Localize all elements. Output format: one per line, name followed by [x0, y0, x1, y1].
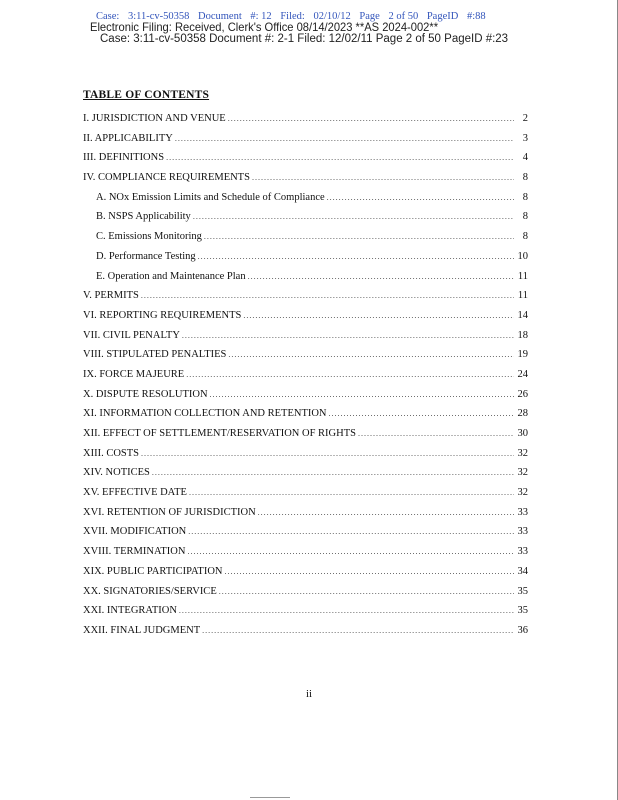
- toc-entry: [83, 152, 528, 172]
- toc-leader-dots: [189, 488, 514, 497]
- page-number: ii: [305, 688, 313, 700]
- toc-entry-label: VI. REPORTING REQUIREMENTS: [83, 309, 242, 321]
- toc-entry: [83, 349, 528, 369]
- toc-leader-dots: [228, 114, 514, 123]
- toc-entry-page: 35: [517, 585, 528, 597]
- toc-leader-dots: [175, 134, 514, 143]
- toc-entry-label: A. NOx Emission Limits and Schedule of Compliance: [96, 191, 325, 203]
- toc-entry: [83, 192, 528, 212]
- toc-leader-dots: [188, 527, 514, 536]
- toc-entry-label: II. APPLICABILITY: [83, 132, 173, 144]
- toc-entry-label: IV. COMPLIANCE REQUIREMENTS: [83, 172, 250, 184]
- toc-entry-page: 33: [517, 526, 528, 538]
- toc-entry-label: VII. CIVIL PENALTY: [83, 329, 180, 341]
- toc-entry-label: XVII. MODIFICATION: [83, 526, 187, 538]
- toc-entry: [83, 369, 528, 389]
- toc-entry: [83, 251, 528, 271]
- toc-entry: [83, 586, 528, 606]
- stamp-page-count: 2 of 50: [388, 11, 419, 22]
- toc-entry-page: 3: [522, 132, 528, 144]
- toc-leader-dots: [252, 173, 514, 182]
- toc-entry-page: 32: [517, 467, 528, 479]
- stamp-filed-date: 02/10/12: [313, 11, 351, 22]
- toc-entry: [83, 507, 528, 527]
- toc-entry: [83, 566, 528, 586]
- toc-entry-label: XX. SIGNATORIES/SERVICE: [83, 585, 217, 597]
- toc-leader-dots: [193, 212, 514, 221]
- toc-leader-dots: [152, 468, 514, 477]
- toc-entry-page: 32: [517, 487, 528, 499]
- toc-entry: [83, 428, 528, 448]
- toc-leader-dots: [204, 232, 514, 241]
- toc-leader-dots: [248, 272, 514, 281]
- toc-entry-label: XXI. INTEGRATION: [83, 605, 177, 617]
- toc-entry-label: XIX. PUBLIC PARTICIPATION: [83, 565, 223, 577]
- toc-entry-page: 34: [517, 565, 528, 577]
- stamp-case-label: Case:: [96, 11, 120, 22]
- scan-mark: [250, 797, 290, 798]
- stamp-case-number: 3:11-cv-50358: [127, 11, 190, 22]
- toc-entry-page: 30: [517, 428, 528, 439]
- toc-entry: [83, 389, 528, 409]
- stamp-filed-label: Filed:: [280, 11, 305, 22]
- toc-leader-dots: [327, 193, 514, 202]
- toc-leader-dots: [141, 291, 514, 300]
- toc-entry: [83, 546, 528, 566]
- toc-entry-page: 32: [517, 447, 528, 459]
- toc-entry: [83, 487, 528, 507]
- toc-entry-page: 33: [517, 546, 528, 558]
- toc-leader-dots: [198, 252, 514, 261]
- toc-leader-dots: [219, 587, 514, 596]
- toc-entry-label: XI. INFORMATION COLLECTION AND RETENTION: [83, 408, 327, 420]
- toc-entry: [83, 408, 528, 428]
- toc-entry: [83, 526, 528, 546]
- toc-entry-page: 8: [522, 172, 528, 184]
- toc-entry: [83, 290, 528, 310]
- toc-entry-label: XVIII. TERMINATION: [83, 546, 186, 558]
- toc-entry-label: VIII. STIPULATED PENALTIES: [83, 349, 227, 361]
- toc-entry-page: 8: [522, 211, 528, 223]
- toc-leader-dots: [243, 311, 514, 320]
- toc-entry-page: 19: [517, 349, 528, 361]
- toc-leader-dots: [210, 390, 514, 399]
- toc-entry: [83, 231, 528, 251]
- toc-entry-page: 2: [522, 113, 528, 124]
- toc-entry-label: C. Emissions Monitoring: [96, 231, 202, 243]
- toc-leader-dots: [186, 370, 514, 379]
- toc-entry-page: 24: [517, 368, 528, 380]
- toc-entry-label: XIV. NOTICES: [83, 467, 150, 479]
- toc-leader-dots: [187, 547, 514, 556]
- toc-entry-page: 11: [517, 290, 528, 302]
- stamp-pageid-label: PageID: [426, 11, 459, 22]
- toc-leader-dots: [329, 409, 514, 418]
- toc-leader-dots: [182, 331, 514, 340]
- efiling-stamp: Electronic Filing: Received, Clerk's Office 08/14/2023 **AS 2024-002**: [90, 20, 439, 34]
- toc-entry-page: 35: [517, 605, 528, 617]
- toc-entry: [83, 113, 528, 133]
- toc-entry-page: 10: [517, 250, 528, 262]
- toc-entry: [83, 467, 528, 487]
- toc-entry-page: 14: [517, 309, 528, 321]
- toc-entry-label: XIII. COSTS: [83, 447, 140, 459]
- toc-entry-label: X. DISPUTE RESOLUTION: [83, 388, 208, 400]
- toc-entry-label: B. NSPS Applicability: [96, 211, 191, 223]
- toc-entry-page: 33: [517, 506, 528, 518]
- toc-entry: [83, 271, 528, 291]
- stamp-page-label: Page: [359, 11, 380, 22]
- toc-entry: [83, 133, 528, 153]
- table-of-contents: [83, 113, 528, 645]
- toc-leader-dots: [258, 508, 514, 517]
- toc-entry-page: 8: [522, 191, 528, 203]
- stamp-document-number: #: 12: [250, 11, 272, 22]
- toc-entry: [83, 330, 528, 350]
- toc-entry-label: V. PERMITS: [83, 290, 139, 302]
- toc-leader-dots: [179, 606, 514, 615]
- toc-entry-label: I. JURISDICTION AND VENUE: [83, 113, 226, 124]
- toc-heading: TABLE OF CONTENTS: [83, 89, 210, 101]
- toc-entry-label: XV. EFFECTIVE DATE: [83, 487, 187, 499]
- toc-entry-page: 8: [522, 231, 528, 243]
- toc-entry-label: IX. FORCE MAJEURE: [83, 368, 185, 380]
- toc-entry-label: XVI. RETENTION OF JURISDICTION: [83, 506, 256, 518]
- toc-entry: [83, 172, 528, 192]
- toc-entry-label: D. Performance Testing: [96, 250, 196, 262]
- toc-leader-dots: [228, 350, 514, 359]
- toc-leader-dots: [225, 567, 515, 576]
- stamp-document-label: Document: [198, 11, 242, 22]
- toc-leader-dots: [358, 429, 514, 438]
- toc-entry: [83, 448, 528, 468]
- toc-entry-label: E. Operation and Maintenance Plan: [96, 270, 246, 282]
- toc-entry-page: 28: [517, 408, 528, 420]
- toc-entry: [83, 310, 528, 330]
- toc-entry-page: 26: [517, 388, 528, 400]
- toc-entry-page: 11: [517, 270, 528, 282]
- toc-entry: [83, 625, 528, 645]
- toc-entry-page: 36: [517, 624, 528, 636]
- toc-entry-page: 18: [517, 329, 528, 341]
- toc-leader-dots: [141, 449, 514, 458]
- toc-leader-dots: [166, 153, 514, 162]
- toc-entry-label: XII. EFFECT OF SETTLEMENT/RESERVATION OF RIGHTS: [83, 428, 356, 439]
- toc-entry-page: 4: [522, 152, 528, 164]
- case-header-line: Case: 3:11-cv-50358 Document #: 2-1 Filed: 12/02/11 Page 2 of 50 PageID #:23: [100, 33, 509, 45]
- toc-entry-label: XXII. FINAL JUDGMENT: [83, 624, 201, 636]
- toc-entry: [83, 605, 528, 625]
- toc-entry-label: III. DEFINITIONS: [83, 152, 165, 164]
- toc-entry: [83, 211, 528, 231]
- toc-leader-dots: [202, 626, 514, 635]
- stamp-pageid-number: #:88: [466, 11, 486, 22]
